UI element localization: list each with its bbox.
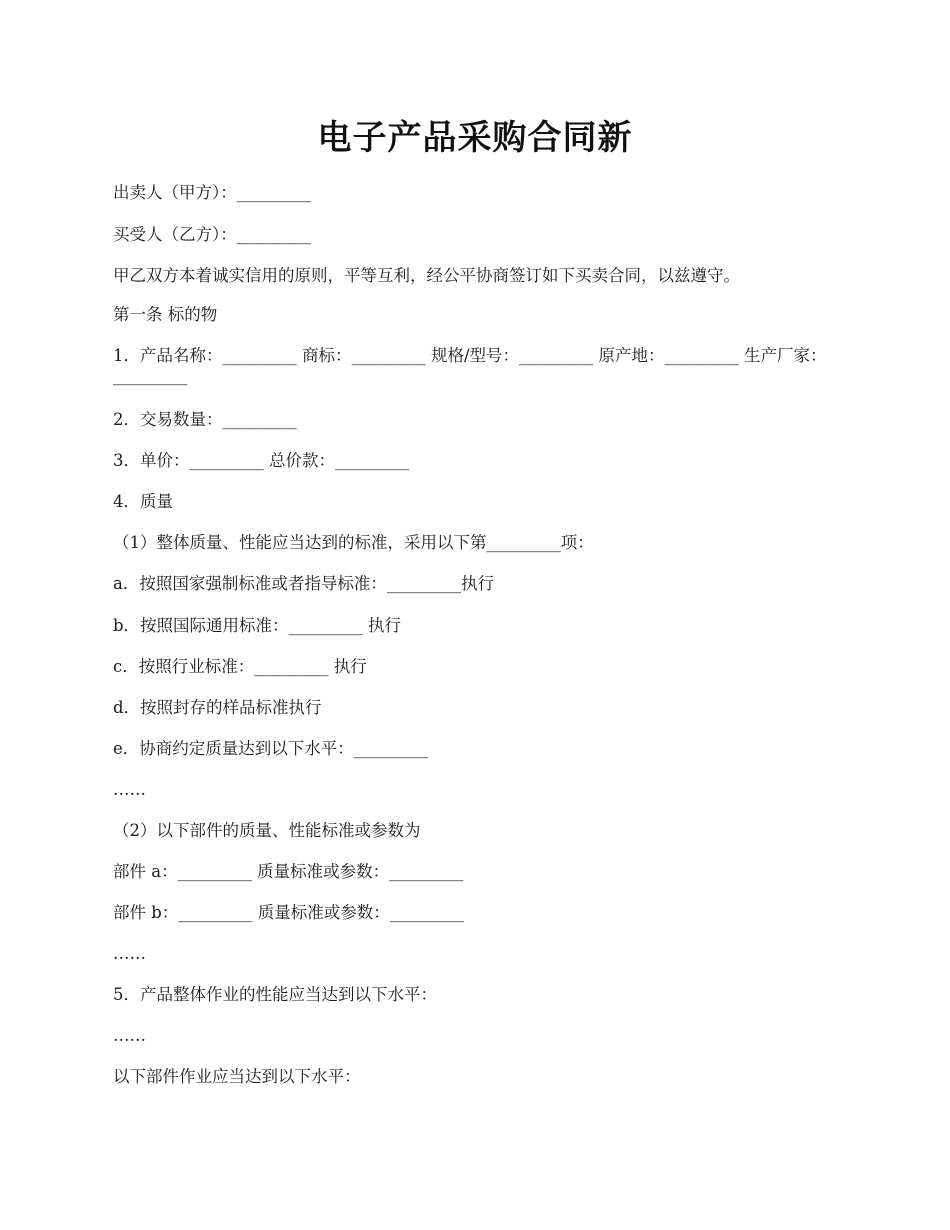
quality-clause-1: （1）整体质量、性能应当达到的标准，采用以下第_________项：: [113, 533, 594, 552]
item-5-performance: 5．产品整体作业的性能应当达到以下水平：: [113, 985, 437, 1004]
ellipsis: ……: [113, 944, 146, 963]
preamble-paragraph: 甲乙双方本着诚实信用的原则，平等互利，经公平协商签订如下买卖合同，以兹遵守。: [113, 266, 740, 285]
item-1-product-details: 1．产品名称：_________ 商标：_________ 规格/型号：_________ 原产地：_________ 生产厂家：_________: [113, 346, 827, 385]
quality-option-c: c．按照行业标准：_________ 执行: [113, 657, 367, 676]
item-4-quality-heading: 4．质量: [113, 492, 173, 511]
item-3-price: 3．单价：_________ 总价款：_________: [113, 451, 410, 470]
quality-clause-2: （2）以下部件的质量、性能标准或参数为: [113, 821, 421, 840]
article-1-heading: 第一条 标的物: [113, 305, 218, 324]
part-b-line: 部件 b：_________ 质量标准或参数：_________: [113, 903, 465, 922]
seller-line: 出卖人（甲方）：_________: [113, 183, 311, 202]
parts-performance-line: 以下部件作业应当达到以下水平：: [113, 1067, 361, 1086]
part-a-line: 部件 a：_________ 质量标准或参数：_________: [113, 862, 464, 881]
ellipsis: ……: [113, 780, 146, 799]
ellipsis: ……: [113, 1026, 146, 1045]
quality-option-a: a．按照国家强制标准或者指导标准：_________执行: [113, 574, 495, 593]
document-title: 电子产品采购合同新: [317, 118, 633, 158]
quality-option-b: b．按照国际通用标准：_________ 执行: [113, 616, 402, 635]
item-2-quantity: 2．交易数量：_________: [113, 410, 297, 429]
quality-option-d: d．按照封存的样品标准执行: [113, 698, 322, 717]
quality-option-e: e．协商约定质量达到以下水平：_________: [113, 739, 429, 758]
buyer-line: 买受人（乙方）：_________: [113, 225, 311, 244]
